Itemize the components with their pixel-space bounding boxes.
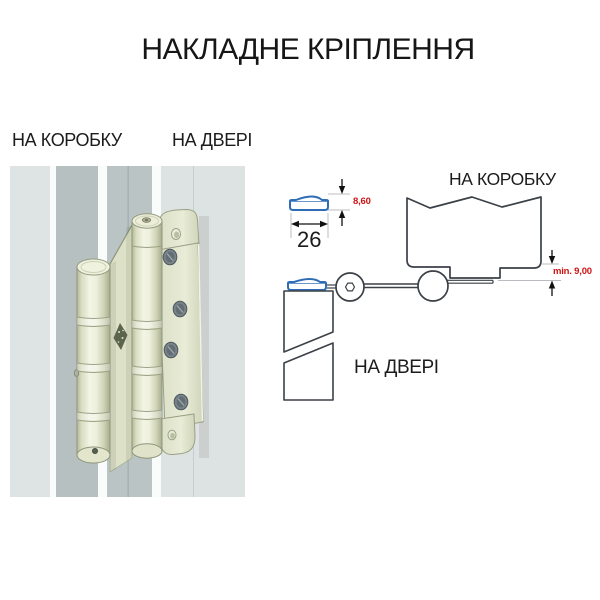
dim-cap-height-value: 8,60 [353,196,371,207]
door-profile-outline [284,291,333,400]
screw-icon [163,249,177,265]
hex-socket-icon [346,283,355,291]
hinge-arm [364,284,419,288]
hinge-mounting-plate [158,210,209,459]
door-cap-profile [288,279,326,290]
hinge-right-barrel [132,214,162,458]
hinge-strap [446,280,493,283]
barrel-pin-dot [92,448,97,453]
diagram-frame-label: НА КОРОБКУ [449,169,556,189]
page-title: НАКЛАДНЕ КРІПЛЕННЯ [141,33,475,66]
mounting-diagram [280,160,600,420]
photo-frame-label: НА КОРОБКУ [12,130,122,150]
plate-bottom-tab [160,414,195,455]
photo-door-label: НА ДВЕРІ [172,130,253,150]
dim-min-clearance-value: min. 9,00 [553,266,592,277]
frame-profile-outline [407,197,541,278]
frame-pivot-circle [418,271,448,301]
dimension-cap-height [328,179,350,226]
hinge-photo [10,166,245,497]
dim-cap-width-value: 26 [297,227,322,252]
screw-icon [173,301,187,317]
screw-icon [164,342,178,358]
hinge-left-barrel [74,259,110,463]
screw-icon [174,394,188,410]
hinge-leaf [110,225,132,472]
cover-cap-profile [290,197,328,211]
diagram-door-label: НА ДВЕРІ [354,357,439,378]
